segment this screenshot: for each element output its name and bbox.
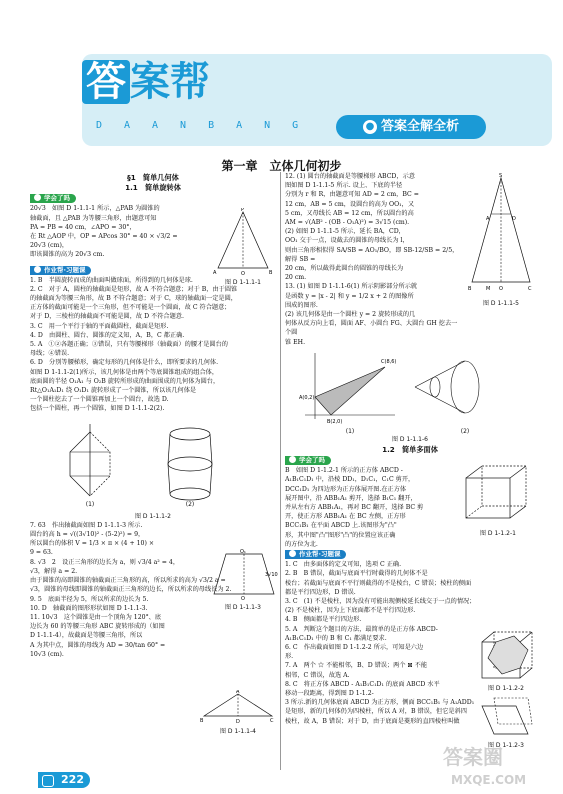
page-number: [38, 772, 90, 788]
tag-label: 作业帮·习题课: [44, 265, 86, 274]
text-line: 4. D 由圆柱、圆台、圆锥的定义知，A，B，C 都正确.: [30, 331, 185, 339]
text-line: 相邻，C 错误，故选 A.: [285, 671, 350, 679]
text-line: 9. 5 底面半径为 5，所以所求的边长为 5.: [30, 595, 149, 603]
svg-text:B(2,0): B(2,0): [327, 418, 343, 425]
svg-text:O₁: O₁: [240, 549, 246, 555]
text-line: 围成的图形.: [285, 301, 318, 309]
svg-text:C(8,6): C(8,6): [381, 358, 397, 365]
text-line: 10. D 轴截面的图形形状如图 D 1-1.1-3.: [30, 604, 148, 612]
svg-text:3√10: 3√10: [265, 572, 278, 578]
figure-d1-1-1-2: [30, 414, 276, 512]
svg-text:B: B: [269, 270, 273, 276]
text-line: 8. √3 2 设正三角形的边长为 a，则 √3/4 a² = 4，: [30, 558, 180, 566]
text-line: 都是平行四边形，D 错误.: [285, 588, 356, 596]
text-line: B 如图 D 1-1.2-1 所示的正方体 ABCD -: [285, 467, 403, 475]
svg-text:A(0,2): A(0,2): [299, 394, 315, 401]
logo-rest-chars: 案帮: [130, 59, 210, 105]
svg-text:A: A: [486, 216, 490, 222]
text-line: 形，其中图"凸"图形"凸"的位置应该正确: [285, 531, 396, 539]
chapter-title: 第一章 立体几何初步: [221, 159, 342, 173]
column-divider: [280, 172, 281, 770]
homework-text-c: [285, 625, 481, 699]
pencil-icon: [289, 550, 296, 557]
subsection-heading: 1.1 简单旋转体: [125, 183, 181, 193]
text-line: 图如图 D 1-1.1-5 所示. 设上、下底的半径: [285, 182, 403, 190]
text-line: 1. B 半圆旋转而成的曲面叫做球面，所得到的几何体是球.: [30, 276, 193, 284]
figure-d1-1-2-1: [460, 462, 536, 524]
homework-text-4: [30, 613, 190, 659]
text-line: 5 cm，又母线长 AB = 12 cm，所以圆台的高: [285, 209, 414, 217]
watermark-text: 答案圈: [443, 745, 503, 769]
text-line: 即该圆锥的高为 20√3 cm.: [30, 251, 105, 259]
text-line: 6. D 分别等腰梯形，确定每形的几何体是什么，即所要求的几何体.: [30, 359, 219, 367]
figure-d1-1-1-5: [466, 172, 536, 294]
text-line: 20 cm，所以截得此圆台的圆锥的母线长为: [285, 265, 404, 273]
homework-text-b: [285, 579, 535, 625]
text-line: BCC₁B₁ 在平面 ABCD 上.该图形为"凸": [285, 522, 397, 530]
homework-text: [285, 560, 455, 578]
text-line: √3，解得 a = 2.: [30, 567, 78, 575]
search-icon: ●: [363, 120, 377, 134]
text-line: 7. 63 作出轴截面如图 D 1-1.1-3 所示.: [30, 521, 143, 529]
figure-sub-caption: (1): [85, 500, 95, 508]
text-line: 10√3 (cm).: [30, 650, 64, 658]
svg-text:MXQE.COM: MXQE.COM: [451, 773, 527, 787]
logo: [82, 60, 210, 104]
text-line: DCC₁D₁ 为四边形为正方体展开图.在正方体: [285, 485, 407, 493]
text-line: 并从左右方 ABB₁A₁，再对 BC 翻开，选择 BC 剪: [285, 504, 424, 512]
tag-learn: [30, 194, 76, 203]
text-line: D 1-1.1-4），故截面是等腰三角形，所以: [30, 632, 143, 640]
svg-text:B: B: [200, 718, 204, 724]
hand-icon: [42, 775, 54, 787]
figure-caption: 图 D 1-1.1-5: [483, 300, 519, 307]
q13-text: [285, 282, 463, 346]
text-line: 2. B B 错误，截面与底面平行时截得的几何体不是: [285, 570, 428, 578]
tag-label: 学会了吗: [299, 456, 325, 465]
text-line: 一个圆柱挖去了一个圆锥再加上一个圆台，故选 D.: [30, 396, 169, 404]
text-line: 圆台的高 h = √((3√10)² - (5-2)²) = 9，: [30, 531, 145, 539]
text-line: 4. B 侧面都是平行四边形.: [285, 616, 362, 624]
logo-first-char: 答: [82, 60, 130, 104]
text-line: 的轴截面为等腰三角形，故 B 不符合题意；对于 C，球的轴截面一定是圆，: [30, 295, 237, 303]
svg-text:C: C: [270, 718, 274, 724]
figure-d1-1-1-1: [212, 208, 274, 276]
text-line: 形.: [285, 653, 294, 661]
banner-pill-label: 答案全解全析: [380, 119, 459, 134]
figure-caption: 图 D 1-1.2-2: [488, 685, 524, 692]
page-number-label: 222: [61, 773, 84, 786]
figure-d1-1-2-3: [478, 694, 536, 740]
pencil-icon: [34, 266, 41, 273]
text-line: 何体从反方向上看，圆面 AF、小圆台 FG、大圆台 GH 挖去一个圆: [285, 320, 458, 337]
svg-text:M: M: [486, 286, 491, 292]
q12-text: [285, 172, 463, 282]
text-line: A₁B₁C₁D₁ 中，沿棱 DD₁，D₁C₁，C₁C 剪开，: [285, 476, 415, 484]
text-line: 是矩形，新的几何体仍为四棱柱，所以 A 对，B 错误，但它是斜四: [285, 708, 467, 716]
text-line: 如图 D 1-1.1-2(1)所示，该几何体是由两个等底圆锥组成的组合体，: [30, 368, 219, 376]
section-heading: §1 简单几何体: [127, 173, 179, 182]
text-line: 5. A ①②各题正确；③错误，只有等腰梯形（轴截面）的腰才是圆台的: [30, 341, 228, 349]
watermark-logo: [437, 740, 555, 790]
figure-caption: 图 D 1-1.1-6: [392, 435, 428, 443]
text-line: (2) 如图 D 1-1.1-5 所示，延长 BA，CD，: [285, 228, 405, 236]
text-line: 12 cm，AB = 5 cm，设圆台的高为 OO₁，又: [285, 200, 415, 208]
text-line: 3 所示.新的几何体底面 ABCD 为正方形，侧面 BCC₁B₁ 与 A₁ADD₁: [285, 699, 475, 707]
text-line: 正方体的截面可能是一个三角形，但不可能是一个圆面，故 C 符合题意；: [30, 304, 231, 312]
svg-text:O: O: [241, 596, 245, 600]
text-line: A₁B₁C₁D₁ 中的 B 和 C₁ 都满足要求.: [285, 634, 387, 642]
figure-caption: 图 D 1-1.1-4: [220, 728, 256, 735]
svg-text:A: A: [236, 690, 240, 695]
text-line: 7. A 两个 ☆ 不能相邻，B、D 错误；两个 ⊠ 不能: [285, 662, 428, 670]
svg-text:O: O: [499, 286, 503, 292]
text-line: 展开图中，沿 ABB₁A₁ 剪开，选择 B₁C₁ 翻开，: [285, 494, 417, 502]
text-line: 20 cm.: [285, 274, 307, 282]
figure-caption: 图 D 1-1.2-3: [488, 742, 524, 749]
text-line: 轴截面，且 △PAB 为等腰三角形，由题意可知: [30, 214, 157, 222]
text-line: 分别为 r 和 R，由题意可知 AD = 2 cm，BC =: [285, 191, 419, 199]
text-line: 1. C 由多面体的定义可知，选项 C 正确.: [285, 561, 402, 569]
svg-text:A: A: [213, 270, 217, 276]
text-line: 9 = 63.: [30, 549, 53, 557]
text-line: 由于圆锥的高即圆锥的轴截面正三角形的高，所以所求的高为 √3/2 a =: [30, 577, 226, 585]
banner-pill: [336, 115, 486, 139]
text-line: 棱柱，故 A，B 错误；对于 D，由于底面是菱形的直四棱柱叫做: [285, 717, 460, 725]
figure-caption: 图 D 1-1.1-3: [225, 604, 261, 611]
svg-text:P: P: [241, 208, 245, 213]
text-line: 的方位为北.: [285, 540, 318, 548]
text-line: PA = PB = 40 cm，∠APO = 30°，: [30, 223, 136, 231]
text-line: 12. (1) 圆台的轴截面是等腰梯形 ABCD，示意: [285, 173, 415, 180]
figure-sub-caption: (1): [345, 427, 355, 435]
text-line: 移动一段距离，得到图 D 1-1.2-: [285, 689, 374, 697]
homework-text: [30, 276, 276, 414]
text-line: (2) 不是棱柱，因为上下底面都不是平行四边形.: [285, 607, 416, 615]
svg-text:C: C: [528, 286, 532, 292]
homework-text-2: [30, 521, 208, 576]
text-line: 底面圆的半径 O₁A₁ 与 O₂B 旋转所形成的曲面围成的几何体为圆台，: [30, 377, 220, 385]
svg-text:S: S: [499, 173, 503, 179]
figure-d1-1-2-2: [478, 628, 536, 682]
tag-homework: [285, 550, 346, 559]
text-line: 2. C 对于 A，圆柱的轴截面是矩形，故 A 不符合题意；对于 B，由于圆锥: [30, 285, 238, 293]
text-line: 对于 D，三棱柱的轴截面不可能是圆，故 D 不符合题意.: [30, 313, 184, 321]
figure-caption: 图 D 1-1.2-1: [480, 530, 516, 537]
text-line: Rt△O₁A₁D₁ 绕 O₁D₁ 旋转形成了一个圆锥，所以该几何体是: [30, 387, 197, 395]
text-line: 包括一个圆柱，再一个圆锥，如图 D 1-1.1-2(2).: [30, 405, 165, 413]
text-line: A 为其中点，圆锥的母线为 AD = 30/tan 60° =: [30, 641, 166, 649]
svg-text:O: O: [241, 271, 245, 276]
text-line: 边长为 60 的等腰三角形 ABC 旋转形成的（如图: [30, 623, 165, 631]
text-line: 20√3 如图 D 1-1.1-1 所示，△PAB 为圆锥的: [30, 205, 160, 213]
bulb-icon: [289, 456, 296, 463]
figure-sub-caption: (2): [460, 427, 470, 435]
figure-d1-1-1-4: [200, 690, 276, 724]
text-line: OO₁ 交于一点，设截去的圆锥的母线长为 l，: [285, 237, 409, 245]
text-line: 是函数 y = |x - 2| 和 y = 1/2 x + 2 的图像所: [285, 292, 414, 300]
text-line: 20√3 (cm)，: [30, 242, 69, 250]
text-line: 则由三角形相似得 SA/SB = AO₁/BO，即 SB-12/SB = 2/5，解得 SB =: [285, 246, 459, 263]
figure-d1-1-1-3: [210, 548, 278, 600]
tag-label: 学会了吗: [44, 194, 70, 203]
subsection-heading: 1.2 简单多面体: [382, 445, 438, 455]
text-line: 11. 10√3 这个圆锥是由一个顶角为 120°、底: [30, 613, 162, 621]
text-line: AM = √(AB² - (OB - O₁A)²) = 3√15 (cm).: [285, 219, 410, 227]
svg-text:D: D: [236, 719, 240, 724]
text-line: 5. A 判断这个题目的方法，最简单的是正方体 ABCD-: [285, 625, 438, 633]
text-line: 母线；④错误.: [30, 350, 70, 358]
svg-text:D: D: [512, 216, 516, 222]
text-line: 3. C (1) 不是棱柱，因为没有可能出现侧棱延长线交于一点的情况；: [285, 597, 476, 605]
text-line: 锥 EH.: [285, 338, 306, 346]
text-line: 棱台；若截面与底面不平行则截得的不是棱台，C 错误；棱柱的侧面: [285, 579, 472, 587]
bulb-icon: [34, 194, 41, 201]
text-line: (2) 该几何体是由一个圆柱 y = 2 旋转形成的几: [285, 311, 416, 319]
tag-homework: [30, 266, 91, 275]
figure-drawing: [285, 347, 535, 427]
text-line: 8. C 将正方体 ABCD - A₁B₁C₁D₁ 的底面 ABCD 水平: [285, 680, 440, 688]
learn-text-2: [285, 466, 451, 549]
figure-sub-caption: (2): [185, 500, 195, 508]
text-line: 3. C 用一个平行于轴的平面截圆柱，截面是矩形.: [30, 322, 169, 330]
text-line: 在 Rt △AOP 中，OP = APcos 30° = 40 × √3/2 =: [30, 233, 178, 241]
text-line: 13. (1) 如图 D 1-1.1-6(1) 所示阴影部分所示就: [285, 283, 418, 291]
figure-drawing: [30, 414, 276, 512]
text-line: 所以圆台的体积 V = 1/3 × π × (4 + 10) ×: [30, 540, 155, 548]
figure-caption: 图 D 1-1.1-1: [225, 279, 261, 286]
text-line: 开，使正方形 ABB₁A₁ 在 BC 左侧，正方形: [285, 513, 406, 521]
figure-d1-1-1-6: [285, 347, 535, 435]
svg-text:B: B: [468, 286, 472, 292]
logo-latin: DAANBANG: [96, 120, 321, 131]
tag-learn: [285, 456, 331, 465]
learn-text: [30, 204, 208, 259]
tag-label: 作业帮·习题课: [299, 550, 341, 559]
figure-caption: 图 D 1-1.1-2: [135, 512, 171, 520]
text-line: 6. C 作出截面如图 D 1-1.2-2 所示，可知是六边: [285, 643, 424, 651]
text-line: √3，圆锥的母线即圆锥的轴截面正三角形的边长，所以所求的母线长为 2.: [30, 586, 232, 594]
